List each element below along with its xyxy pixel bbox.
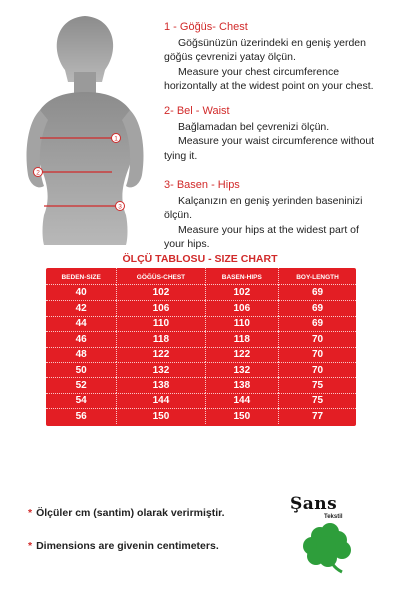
hips-en-line-1: Measure your hips at the widest part of: [178, 223, 359, 236]
note-cm-en: [28, 540, 219, 552]
size-chart: [46, 268, 356, 426]
table-row: [46, 316, 356, 331]
cell-chest: 110: [116, 316, 204, 331]
cell-chest: 102: [116, 285, 204, 300]
hips-tr-line-1: Kalçanızın en geniş yerinden baseninizi: [178, 194, 363, 207]
cell-length: 75: [278, 377, 356, 392]
clover-icon: [298, 522, 358, 574]
cell-hips: 150: [205, 408, 278, 423]
cell-length: 69: [278, 316, 356, 331]
cell-size: 56: [46, 408, 116, 423]
cell-size: 50: [46, 362, 116, 377]
hips-en-line-2: your hips.: [164, 238, 210, 250]
chest-heading: 1 - Göğüs- Chest: [164, 21, 248, 33]
table-row: [46, 285, 356, 300]
chest-en-line-2: horizontally at the widest point on your chest.: [164, 80, 374, 92]
cell-hips: 132: [205, 362, 278, 377]
cell-chest: 150: [116, 408, 204, 423]
brand-name: Şans: [290, 494, 338, 514]
size-chart-title: ÖLÇÜ TABLOSU - SIZE CHART: [122, 253, 278, 265]
cell-hips: 138: [205, 377, 278, 392]
cell-hips: 110: [205, 316, 278, 331]
cell-length: 69: [278, 300, 356, 315]
cell-chest: 144: [116, 393, 204, 408]
hips-marker-label: 3: [118, 203, 122, 211]
cell-size: 40: [75, 287, 87, 299]
cell-length: 70: [278, 347, 356, 362]
table-row: [46, 331, 356, 346]
note-text-tr: Ölçüler cm (santim) olarak verirmiştir.: [36, 507, 225, 519]
hips-heading: 3- Basen - Hips: [164, 179, 240, 191]
table-row: [46, 393, 356, 408]
table-header-row: [46, 268, 356, 285]
header-size: BEDEN-SIZE: [46, 268, 116, 285]
waist-en-line-2: tying it.: [164, 149, 198, 162]
cell-size: 44: [46, 316, 116, 331]
brand-sub: Tekstil: [324, 514, 343, 520]
cell-chest: 122: [116, 347, 204, 362]
waist-marker-label: 2: [36, 169, 40, 177]
body-silhouette-figure: [10, 10, 160, 245]
cell-size: 52: [46, 377, 116, 392]
table-row: [46, 362, 356, 377]
waist-heading: 2- Bel - Waist: [164, 105, 230, 117]
cell-length: 70: [278, 362, 356, 377]
chest-instructions: [164, 20, 396, 94]
cell-chest: 138: [116, 377, 204, 392]
cell-length: 70: [278, 331, 356, 346]
note-cm-tr: [28, 507, 225, 519]
waist-en-line-1: Measure your waist circumference without: [178, 135, 375, 147]
asterisk-icon: *: [28, 507, 33, 519]
note-text-en: Dimensions are givenin centimeters.: [36, 540, 219, 552]
size-table: [46, 268, 356, 424]
waist-instructions: [164, 104, 396, 163]
asterisk-icon: *: [28, 540, 33, 552]
table-row: [46, 408, 356, 423]
cell-chest: 106: [116, 300, 204, 315]
header-chest: GÖĞÜS-CHEST: [116, 268, 204, 285]
cell-size: 54: [46, 393, 116, 408]
header-length: BOY-LENGTH: [278, 268, 356, 285]
cell-length: 75: [278, 393, 356, 408]
table-row: [46, 347, 356, 362]
waist-tr-line-1: Bağlamadan bel çevrenizi ölçün.: [178, 120, 330, 133]
cell-length: 69: [278, 285, 356, 300]
table-row: [46, 300, 356, 315]
chest-en-line-1: Measure your chest circumference: [178, 65, 340, 78]
cell-size: 48: [46, 347, 116, 362]
cell-hips: 144: [205, 393, 278, 408]
cell-size: 46: [46, 331, 116, 346]
hips-tr-line-2: ölçün.: [164, 209, 193, 221]
cell-hips: 102: [205, 285, 278, 300]
table-row: [46, 377, 356, 392]
cell-chest: 132: [116, 362, 204, 377]
cell-length: 77: [278, 408, 356, 423]
cell-hips: 106: [205, 300, 278, 315]
brand-logo: [284, 494, 384, 584]
cell-size: 42: [46, 300, 116, 315]
chest-marker-label: 1: [114, 135, 118, 143]
cell-hips: 118: [205, 331, 278, 346]
header-hips: BASEN-HIPS: [205, 268, 278, 285]
cell-chest: 118: [116, 331, 204, 346]
chest-tr-line-1: Göğsünüzün üzerindeki en geniş yerden: [178, 36, 366, 49]
cell-hips: 122: [205, 347, 278, 362]
chest-tr-line-2: göğüs çevrenizi yatay ölçün.: [164, 51, 296, 63]
hips-instructions: [164, 178, 396, 252]
